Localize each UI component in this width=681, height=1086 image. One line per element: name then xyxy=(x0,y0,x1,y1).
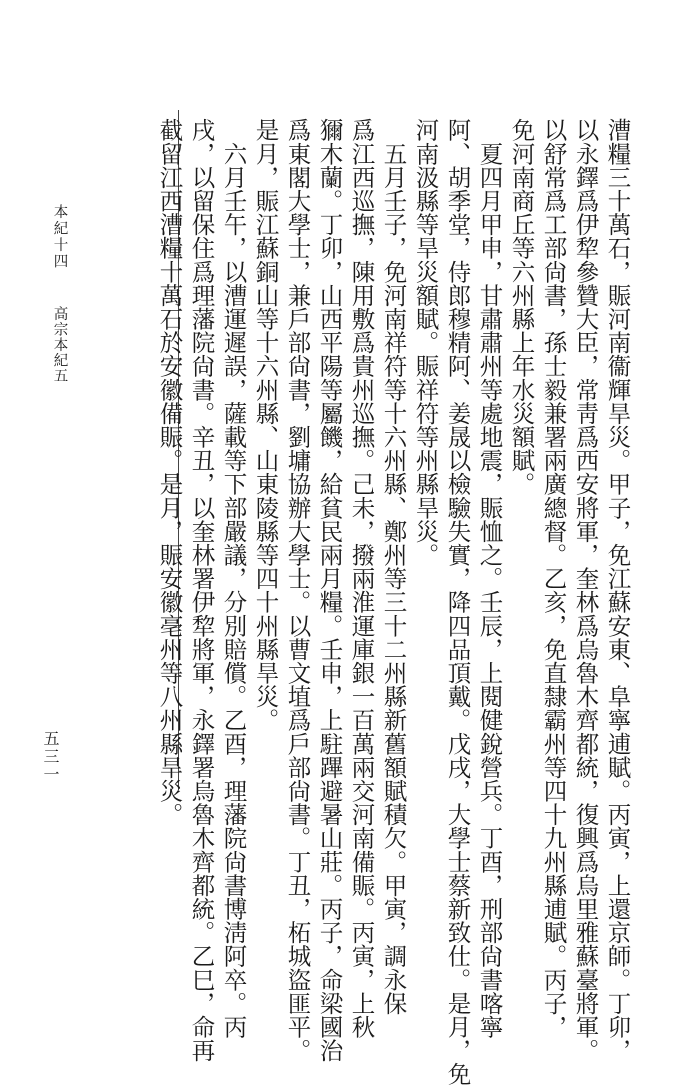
text-column: 五月壬子，免河南祥符等十六州縣、鄭州等三十二州縣新舊額賦積欠。甲寅，調永保 xyxy=(379,118,408,1015)
text-column: 以永鐸爲伊犂參贊大臣，常靑爲西安將軍，奎林爲烏魯木齊都統，復興爲烏里雅蘇臺將軍。 xyxy=(571,118,600,1062)
text-column: 免河南商丘等六州縣上年水災額賦。 xyxy=(507,118,536,496)
text-column: 漕糧三十萬石，賑河南衞輝旱災。甲子，免江蘇安東、阜寧逋賦。丙寅，上還京師。丁卯， xyxy=(603,118,632,1062)
text-column: 爲東閣大學士，兼戶部尙書，劉墉協辦大學士。以曹文埴爲戶部尙書。丁丑，柘城盜匪平。 xyxy=(283,118,312,1062)
text-column: 獮木蘭。丁卯，山西平陽等屬饑，給貧民兩月糧。壬申，上駐蹕避暑山莊。丙子，命梁國治 xyxy=(315,118,344,1062)
text-column: 截留江西漕糧十萬石於安徽備賑。是月，賑安徽亳州等八州縣旱災。 xyxy=(155,118,184,826)
running-header xyxy=(52,204,67,384)
header-chapter: 本紀十四 xyxy=(51,204,68,270)
text-column: 是月，賑江蘇銅山等十六州縣、山東陵縣等四十州縣旱災。 xyxy=(251,118,280,732)
text-column: 六月壬午，以漕運遲誤，薩載等下部嚴議，分別賠償。乙酉，理藩院尙書博淸阿卒。丙 xyxy=(219,118,248,1039)
text-column: 河南汲縣等旱災額賦。賑祥符等州縣旱災。 xyxy=(411,118,440,567)
text-column: 阿、胡季堂，侍郎穆精阿、姜晟以檢驗失實，降四品頂戴。戊戌，大學士蔡新致仕。是月，免 xyxy=(443,118,472,1086)
text-column: 戌，以留保住爲理藩院尙書。辛丑，以奎林署伊犂將軍，永鐸署烏魯木齊都統。乙巳，命再 xyxy=(187,118,216,1062)
header-title: 高宗本紀五 xyxy=(51,306,68,384)
text-column: 爲江西巡撫，陳用敷爲貴州巡撫。己未，撥兩淮運庫銀一百萬兩交河南備賑。丙寅，上秋 xyxy=(347,118,376,1039)
page-number: 五三一 xyxy=(41,730,60,784)
text-column: 以舒常爲工部尙書，孫士毅兼署兩廣總督。乙亥，免直隸霸州等四十九州縣逋賦。丙子， xyxy=(539,118,568,1039)
text-column: 夏四月甲申，甘肅肅州等處地震，賑恤之。壬辰，上閱健銳營兵。丁酉，刑部尙書喀寧 xyxy=(475,118,504,1039)
